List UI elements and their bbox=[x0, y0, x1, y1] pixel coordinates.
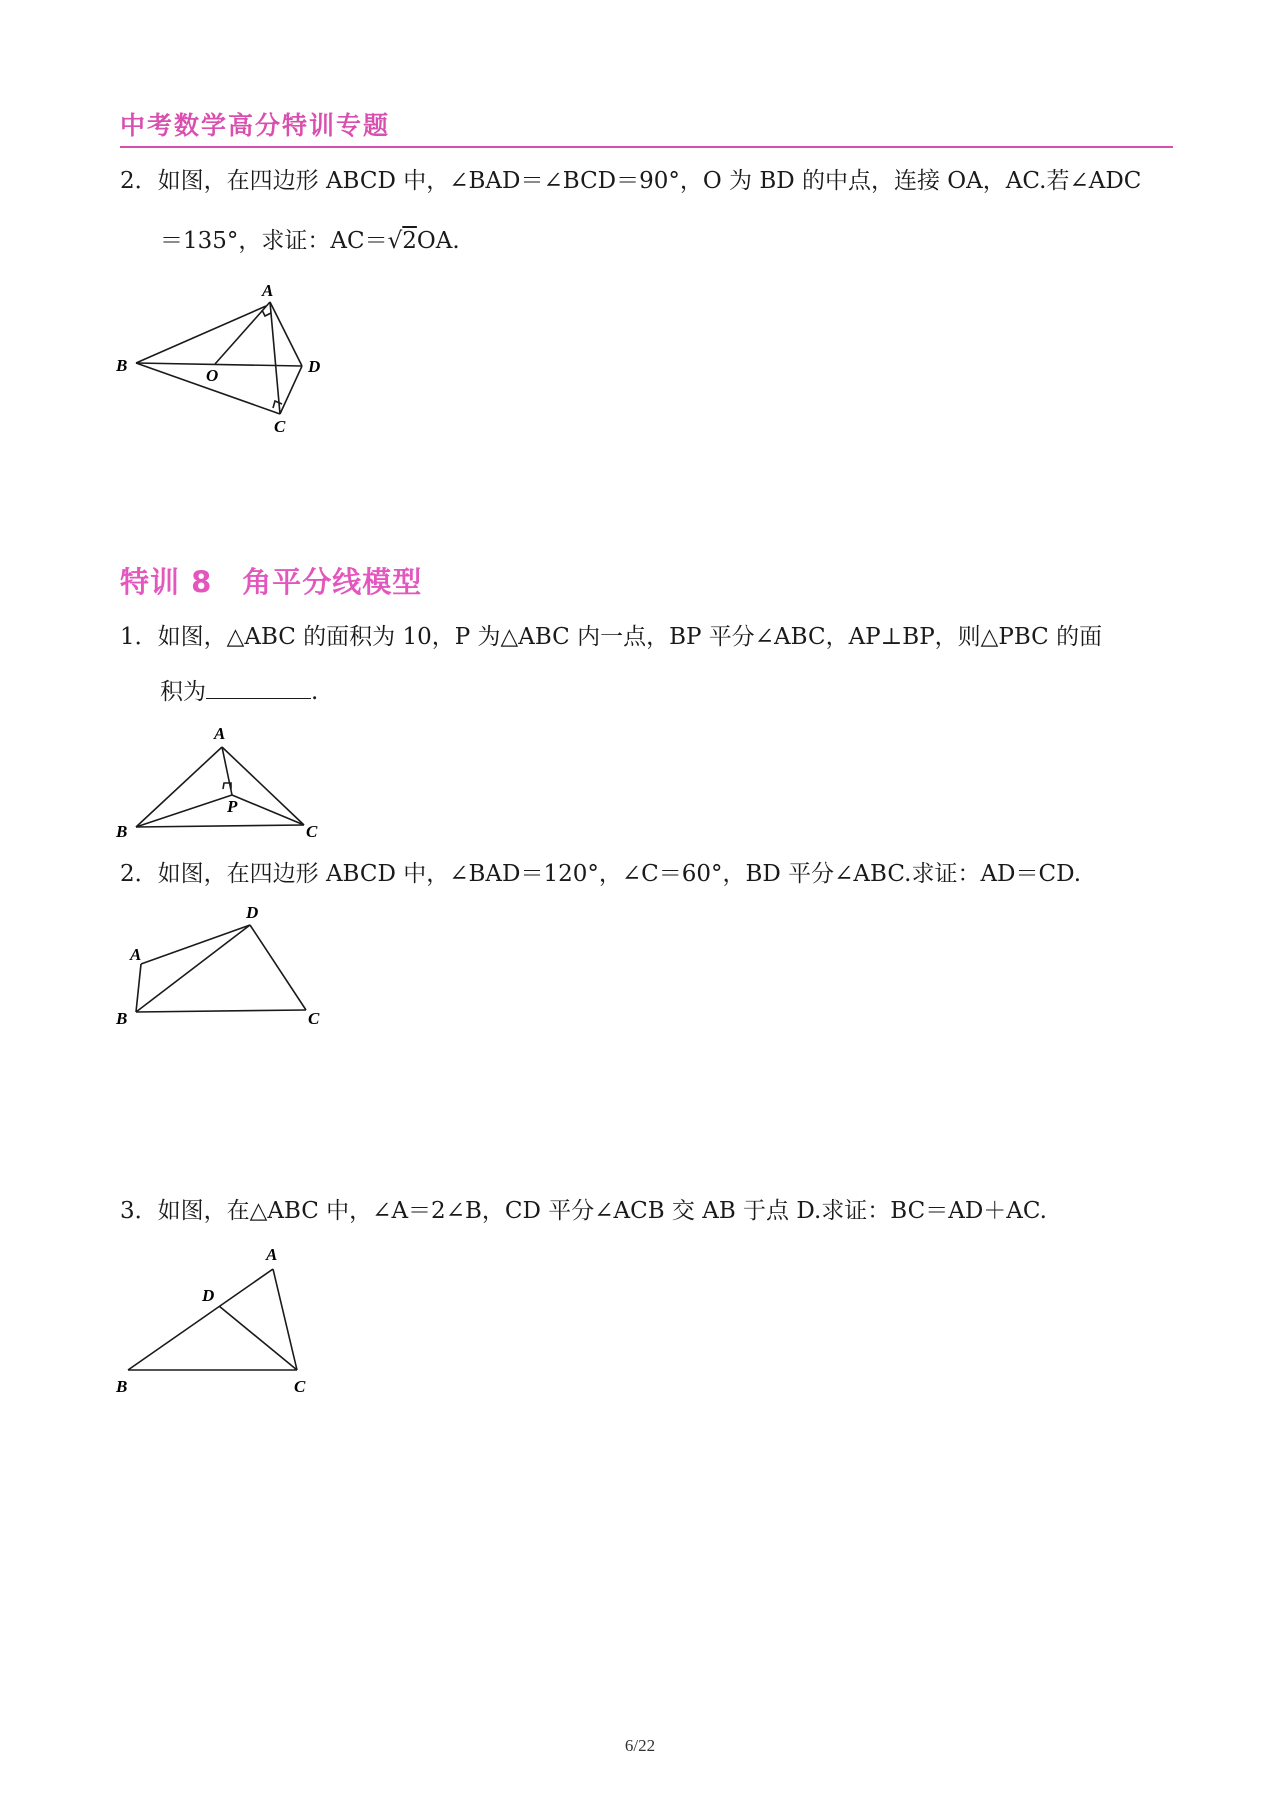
prev-problem-2-text-b: OA. bbox=[416, 228, 460, 254]
problem-2-line1 bbox=[120, 859, 1081, 889]
prev-problem-2-number: 2． bbox=[120, 168, 158, 194]
prev-problem-2-text: 如图，在四边形 ABCD 中，∠BAD＝∠BCD＝90°，O 为 BD 的中点，连接 OA，AC.若∠ADC bbox=[157, 168, 1142, 194]
label-a: A bbox=[214, 724, 226, 743]
segment-ac bbox=[273, 1269, 297, 1370]
label-b: B bbox=[116, 1377, 128, 1396]
page-header-title: 中考数学高分特训专题 bbox=[120, 111, 391, 140]
problem-1-text2-end: . bbox=[311, 679, 319, 705]
label-d: D bbox=[246, 903, 259, 922]
segment-ab bbox=[128, 1269, 273, 1370]
segment-bc bbox=[136, 1010, 306, 1012]
problem-3-line1 bbox=[120, 1196, 1047, 1226]
problem-1-text: 如图，△ABC 的面积为 10，P 为△ABC 内一点，BP 平分∠ABC，AP⊥BP，则△PBC 的面 bbox=[157, 624, 1103, 650]
label-c: C bbox=[294, 1377, 306, 1396]
header-divider bbox=[120, 146, 1173, 148]
label-a: A bbox=[130, 945, 142, 964]
problem-3-number: 3． bbox=[120, 1198, 158, 1224]
problem-2-number: 2． bbox=[120, 861, 158, 887]
problem-3-text: 如图，在△ABC 中，∠A＝2∠B，CD 平分∠ACB 交 AB 于点 D.求证：BC＝AD＋AC. bbox=[157, 1198, 1047, 1224]
problem-1-text2: 积为 bbox=[160, 679, 206, 705]
segment-ab bbox=[136, 747, 222, 827]
problem-1-number: 1． bbox=[120, 624, 158, 650]
figure-prev-problem-2 bbox=[110, 280, 330, 440]
segment-ab bbox=[136, 306, 266, 363]
sqrt-symbol: √ bbox=[387, 228, 403, 254]
prev-problem-2-line1 bbox=[120, 166, 1141, 196]
segment-bd bbox=[136, 363, 302, 366]
label-b: B bbox=[116, 356, 128, 375]
problem-2-text: 如图，在四边形 ABCD 中，∠BAD＝120°，∠C＝60°，BD 平分∠ABC.求证：AD＝CD. bbox=[157, 861, 1082, 887]
segment-bc bbox=[136, 825, 304, 827]
page-number: 6/22 bbox=[624, 1736, 656, 1755]
label-c: C bbox=[306, 822, 318, 840]
label-d: D bbox=[202, 1286, 215, 1305]
label-p: P bbox=[227, 797, 238, 816]
segment-ad bbox=[141, 925, 250, 964]
segment-bd bbox=[136, 925, 250, 1012]
figure-problem-1 bbox=[110, 720, 330, 840]
label-o: O bbox=[206, 366, 219, 385]
figure-problem-2 bbox=[110, 900, 330, 1030]
label-c: C bbox=[308, 1009, 320, 1028]
segment-oa bbox=[215, 302, 270, 364]
sqrt-radicand: 2 bbox=[402, 228, 417, 254]
label-b: B bbox=[116, 1009, 128, 1028]
prev-problem-2-text-a: ＝135°，求证：AC＝ bbox=[160, 228, 388, 254]
section-title: 特训 8 角平分线模型 bbox=[120, 565, 423, 599]
segment-dc bbox=[280, 366, 302, 414]
segment-cd bbox=[219, 1306, 297, 1370]
label-a: A bbox=[262, 281, 274, 300]
segment-bp bbox=[136, 795, 232, 827]
problem-1-line1 bbox=[120, 622, 1102, 652]
prev-problem-2-line2 bbox=[160, 226, 460, 256]
figure-problem-3 bbox=[110, 1240, 330, 1400]
answer-blank[interactable] bbox=[206, 676, 311, 699]
label-c: C bbox=[274, 417, 286, 436]
problem-1-line2 bbox=[160, 676, 318, 707]
right-angle-mark-a bbox=[262, 310, 271, 316]
right-angle-mark-c bbox=[273, 401, 282, 408]
segment-pc bbox=[232, 795, 304, 825]
segment-dc bbox=[250, 925, 306, 1010]
segment-ab bbox=[136, 964, 141, 1012]
label-b: B bbox=[116, 822, 128, 840]
label-a: A bbox=[266, 1245, 278, 1264]
label-d: D bbox=[308, 357, 321, 376]
